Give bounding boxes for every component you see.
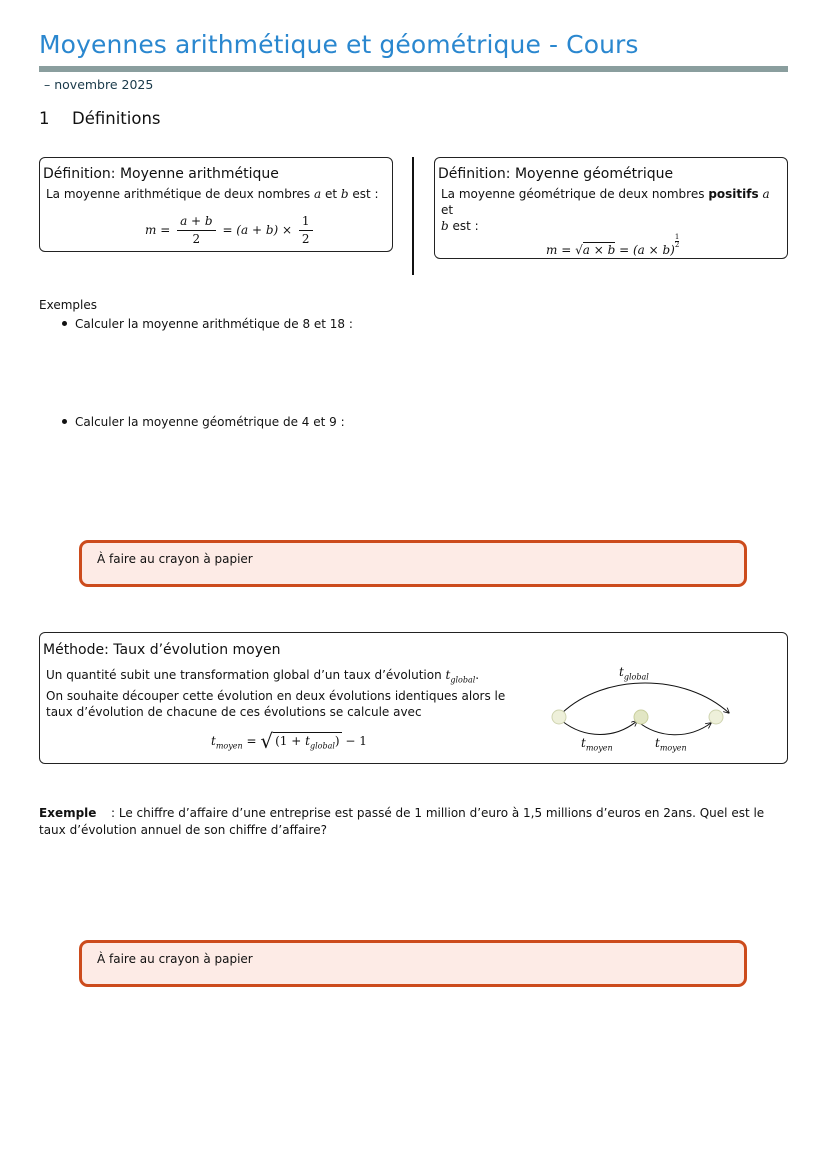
example-label: Exemple	[39, 806, 97, 820]
pencil-note-label: À faire au crayon à papier	[97, 952, 253, 966]
method-formula: $t_{moyen}$ = √ $(1 + t_{global}) - 1$	[211, 729, 367, 753]
exponent-one-half: 1 2	[674, 233, 680, 249]
section-number: 1	[39, 109, 50, 128]
definition-geometric-text: La moyenne géométrique de deux nombres positifs a et b est :	[441, 187, 770, 233]
sqrt-radicand: a × b	[582, 243, 616, 257]
example-problem: Exemple : Le chiffre d’affaire d’une entreprise est passé de 1 million d’euro à 1,5 millions d’euros en 2ans. Quel est le taux d’évolution annuel de son chiffre d’affaire?	[39, 806, 765, 837]
diagram-label-global: $t_{global}$	[619, 665, 649, 682]
definition-arithmetic-box	[39, 157, 393, 252]
section-heading	[39, 109, 161, 128]
arithmetic-formula: m = $\frac{a + b}{2}$ = (a + b) × $\frac{1}{2}$	[145, 214, 316, 247]
node-middle	[634, 710, 648, 724]
fraction-a-plus-b-over-2: $\frac{a + b}{2}$	[177, 214, 216, 247]
method-title: Méthode: Taux d’évolution moyen	[43, 642, 281, 658]
node-end	[709, 710, 723, 724]
arc-global	[562, 683, 729, 713]
definition-geometric-box	[434, 157, 788, 259]
positifs-emphasis: positifs	[708, 187, 759, 201]
pencil-note-label: À faire au crayon à papier	[97, 552, 253, 566]
arc-second	[637, 721, 711, 735]
section-title: Définitions	[72, 109, 161, 128]
pencil-note-box	[79, 940, 747, 987]
definition-geometric-title: Définition: Moyenne géométrique	[438, 166, 674, 182]
document-date: – novembre 2025	[44, 77, 154, 92]
pencil-note-box	[79, 540, 747, 587]
bullet-dot	[62, 321, 67, 326]
bullet-dot	[62, 419, 67, 424]
sqrt-radicand: $(1 + t_{global})$	[275, 734, 340, 751]
diagram-label-first: $t_{moyen}$	[581, 736, 613, 753]
diagram-label-second: $t_{moyen}$	[655, 736, 687, 753]
column-separator	[412, 157, 414, 275]
var-a: a	[313, 187, 322, 201]
method-box	[39, 632, 788, 764]
example-item-geometric: Calculer la moyenne géométrique de 4 et 9 :	[62, 415, 345, 429]
title-rule	[39, 66, 788, 72]
example-item-arithmetic: Calculer la moyenne arithmétique de 8 et 18 :	[62, 317, 353, 331]
arc-first	[562, 721, 637, 735]
examples-heading: Exemples	[39, 298, 97, 312]
definition-arithmetic-title: Définition: Moyenne arithmétique	[43, 166, 279, 182]
sqrt-sign: √	[260, 729, 274, 753]
fraction-one-half: $\frac{1}{2}$	[299, 214, 313, 247]
method-text: Un quantité subit une transformation global d’un taux d’évolution $t_{global}$. On souhaite découper cette évolution en deux évolutions identiques alors le taux d’évolution de chacune de ces évolutions se calcule avec	[46, 668, 506, 720]
var-b: b	[340, 187, 349, 201]
page-title: Moyennes arithmétique et géométrique - Cours	[39, 30, 639, 59]
node-start	[552, 710, 566, 724]
sqrt-sign: √	[575, 243, 583, 257]
definition-arithmetic-text: La moyenne arithmétique de deux nombres a et b est :	[46, 187, 379, 201]
geometric-formula: m = √a × b = (a × b) $^{\frac{1}{2}}$	[546, 233, 680, 257]
